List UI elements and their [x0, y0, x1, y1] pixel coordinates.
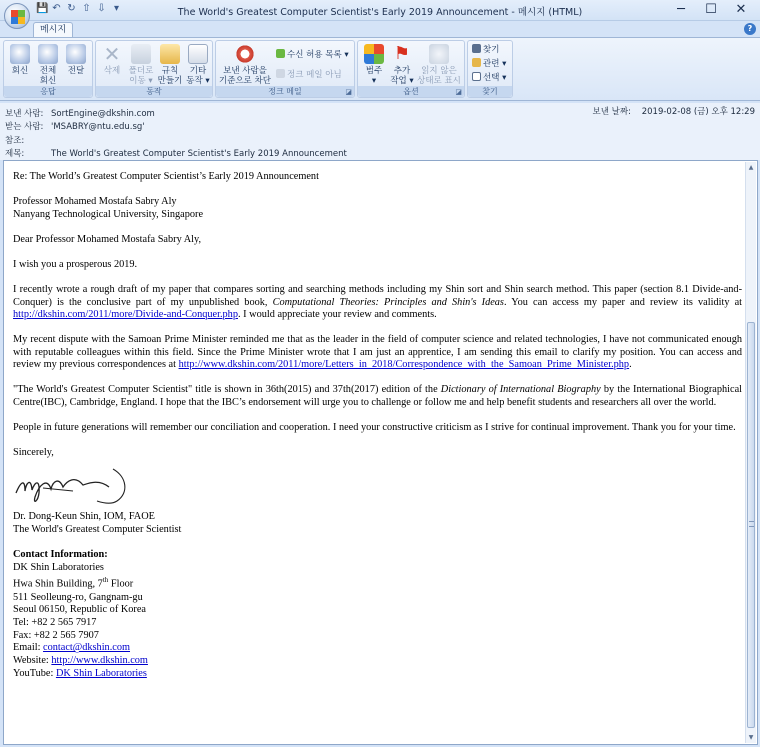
city: Seoul 06150, Republic of Korea — [13, 604, 146, 616]
reply-button[interactable] — [8, 44, 32, 76]
email-link[interactable]: contact@dkshin.com — [43, 642, 131, 654]
safe-senders-button[interactable] — [276, 49, 349, 61]
junk-launcher-icon[interactable]: ◪ — [345, 88, 352, 96]
find-button[interactable] — [472, 44, 499, 56]
p2-text-b: . — [629, 358, 632, 370]
group-actions — [95, 40, 213, 98]
signature-image — [13, 463, 133, 509]
options-launcher-icon[interactable]: ◪ — [455, 88, 462, 96]
block-sender-label-2: 기준으로 차단 — [219, 76, 271, 86]
group-label-find: 찾기 — [468, 86, 512, 97]
group-label-respond: 응답 — [4, 86, 92, 97]
categorize-label-1: 범주 — [365, 66, 383, 76]
scroll-up-icon[interactable]: ▲ — [748, 164, 754, 171]
email-label: Email: — [13, 642, 44, 654]
sent-label: 보낸 날짜: — [592, 107, 631, 117]
to-row — [5, 120, 145, 133]
find-label: 찾기 — [483, 45, 500, 55]
follow-up-label-2: 작업 ▾ — [390, 76, 414, 86]
from-label: 보낸 사람: — [5, 109, 44, 119]
move-label-2: 이동 ▾ — [129, 76, 153, 86]
ribbon-tab-row — [0, 21, 760, 37]
reply-label: 회신 — [11, 66, 29, 76]
categorize-icon — [364, 44, 384, 64]
rules-label-1: 규칙 — [161, 66, 179, 76]
p3-text-b: by the International Biographical Centre(IBC), Cambridge, England. I hope that the IBC’s endorsement will urge you to challenge or follow me and help benefit students and researchers all over the world. — [13, 384, 742, 408]
block-sender-label-1: 보낸 사람을 — [223, 66, 267, 76]
delete-icon: ✕ — [103, 42, 121, 66]
move-folder-icon — [131, 44, 151, 64]
customize-qat-icon[interactable]: ▾ — [113, 3, 120, 14]
paragraph-3 — [13, 384, 742, 409]
select-button[interactable] — [472, 72, 506, 84]
sent-date — [593, 105, 756, 117]
addressee-block — [13, 196, 742, 221]
paragraph-1 — [13, 284, 742, 321]
move-label-1: 폴더로 — [128, 66, 154, 76]
reply-all-label-2: 회신 — [39, 76, 57, 86]
website-label: Website: — [13, 655, 52, 667]
wish-line: I wish you a prosperous 2019. — [13, 259, 138, 271]
book-title: Computational Theories: Principles and Shin's Ideas — [272, 296, 504, 308]
reply-icon — [10, 44, 30, 64]
save-icon[interactable]: 💾 — [36, 3, 49, 14]
rules-label-2: 만들기 — [157, 76, 183, 86]
office-logo-part — [18, 17, 25, 24]
office-button[interactable] — [4, 3, 30, 29]
youtube-row — [13, 668, 742, 681]
tel: Tel: +82 2 565 7917 — [13, 616, 97, 628]
follow-up-button[interactable] — [388, 44, 416, 86]
close-icon[interactable]: ✕ — [735, 2, 747, 17]
from-value[interactable]: SortEngine@dkshin.com — [51, 109, 155, 119]
org-name: DK Shin Laboratories — [13, 561, 104, 573]
group-find — [467, 40, 513, 98]
youtube-label: YouTube: — [13, 667, 56, 679]
closing: Sincerely, — [13, 447, 54, 459]
block-sender-button[interactable] — [219, 44, 271, 86]
building-text: Hwa Shin Building, 7 — [13, 578, 103, 590]
building-floor: Floor — [108, 578, 134, 590]
not-junk-icon — [276, 69, 285, 78]
p2-text-a: My recent dispute with the Samoan Prime Minister reminded me that as the leader in the field of computer science and related technologies, I have not communicated enough with reputable colleagues within this field. Since the Prime Minister wrote that I am just an apprentice, I am sending this email to clarify my position. You can access and review my previous correspondences at — [13, 334, 742, 370]
ribbon — [0, 37, 760, 101]
rules-icon — [160, 44, 180, 64]
subject-label: 제목: — [5, 149, 25, 159]
building-sup: th — [102, 576, 109, 585]
other-label-2: 동작 ▾ — [186, 76, 210, 86]
scroll-thumb[interactable] — [747, 322, 755, 728]
building — [13, 574, 742, 591]
tab-message[interactable]: 메시지 — [33, 22, 73, 37]
delete-button[interactable] — [99, 44, 125, 76]
p3-text-a: "The World's Greatest Computer Scientist" title is shown in 36th(2015) and 37th(2017) edition of the — [13, 384, 441, 396]
street: 511 Seolleung-ro, Gangnam-gu — [13, 591, 143, 603]
cc-label: 참조: — [5, 136, 25, 146]
contact-information — [13, 549, 742, 680]
office-logo-part — [18, 10, 25, 17]
group-label-actions: 동작 — [96, 86, 212, 97]
maximize-icon[interactable]: ☐ — [705, 2, 717, 17]
group-label-options: 옵션 — [358, 86, 464, 97]
select-label: 선택 ▾ — [483, 73, 507, 83]
paper-link[interactable]: http://dkshin.com/2011/more/Divide-and-Conquer.php — [13, 309, 238, 321]
binoculars-icon — [472, 44, 481, 53]
website-link[interactable]: http://www.dkshin.com — [51, 655, 148, 667]
from-row — [5, 107, 155, 120]
to-value[interactable]: 'MSABRY@ntu.edu.sg' — [51, 122, 145, 132]
message-body[interactable] — [3, 160, 758, 745]
website-row — [13, 655, 742, 668]
follow-up-label-1: 추가 — [393, 66, 411, 76]
related-icon — [472, 58, 481, 67]
not-junk-label: 정크 메일 아님 — [287, 70, 342, 80]
safe-list-icon — [276, 49, 285, 58]
reply-all-button[interactable] — [36, 44, 60, 86]
related-label: 관련 ▾ — [483, 59, 507, 69]
reply-all-icon — [38, 44, 58, 64]
p1-text-c: . I would appreciate your review and comments. — [237, 309, 437, 321]
subject-value: The World's Greatest Computer Scientist's Early 2019 Announcement — [51, 149, 347, 159]
group-label-junk: 정크 메일 — [216, 86, 354, 97]
window-controls — [666, 0, 756, 20]
forward-button[interactable] — [64, 44, 88, 76]
safe-senders-label: 수신 허용 목록 ▾ — [287, 50, 349, 60]
email-row — [13, 642, 742, 655]
fax: Fax: +82 2 565 7907 — [13, 629, 99, 641]
youtube-link[interactable]: DK Shin Laboratories — [55, 667, 147, 679]
reply-all-label-1: 전체 — [39, 66, 57, 76]
forward-label: 전달 — [67, 66, 85, 76]
next-item-icon[interactable]: ⇩ — [97, 3, 106, 14]
scroll-down-icon[interactable]: ▼ — [748, 734, 754, 741]
other-actions-button[interactable] — [184, 44, 212, 86]
help-icon[interactable]: ? — [744, 23, 756, 35]
grip-icon — [749, 521, 754, 527]
window-title: The World's Greatest Computer Scientist's Early 2019 Announcement - 메시지 (HTML) — [177, 7, 583, 18]
subject-row — [5, 147, 347, 160]
sender-block — [13, 511, 742, 536]
p1-text-a: I recently wrote a rough draft of my paper that compares sorting and searching methods including my Shin sort and Shin search method. This paper (section 8.1 Divide-and-Conquer) is the conclusive part of my unpublished book, — [13, 284, 742, 308]
office-logo-icon — [11, 10, 18, 17]
group-options — [357, 40, 465, 98]
vertical-scrollbar[interactable] — [745, 162, 756, 743]
other-label-1: 기타 — [189, 66, 207, 76]
group-junk-mail — [215, 40, 355, 98]
addressee-affiliation: Nanyang Technological University, Singapore — [13, 208, 204, 220]
to-label: 받는 사람: — [5, 122, 44, 132]
cursor-icon — [472, 72, 481, 81]
minimize-icon[interactable]: ─ — [677, 2, 685, 17]
email-content — [13, 171, 742, 681]
mark-unread-label-1: 읽지 않은 — [421, 66, 457, 76]
categorize-button[interactable] — [361, 44, 387, 86]
office-logo-part — [11, 17, 18, 24]
mark-unread-label-2: 상태로 표시 — [417, 76, 461, 86]
block-sender-icon — [235, 44, 255, 64]
cc-row — [5, 134, 51, 147]
contact-heading: Contact Information: — [13, 549, 108, 561]
previous-item-icon[interactable]: ⇧ — [82, 3, 91, 14]
categorize-label-2: ▾ — [371, 76, 377, 86]
paragraph-4: People in future generations will remember our conciliation and cooperation. I need your constructive criticism as I strive for continual improvement. Thank you for your time. — [13, 421, 736, 433]
addressee-name: Professor Mohamed Mostafa Sabry Aly — [13, 196, 177, 208]
create-rule-button[interactable] — [156, 44, 184, 86]
paragraph-2 — [13, 334, 742, 371]
flag-icon: ⚑ — [393, 43, 411, 64]
p1-text-b: . You can access my paper and review its validity at — [503, 296, 743, 308]
other-actions-icon — [188, 44, 208, 64]
sender-title: The World's Greatest Computer Scientist — [13, 523, 182, 535]
mark-unread-button[interactable] — [416, 44, 462, 86]
group-respond — [3, 40, 93, 98]
mark-unread-icon — [429, 44, 449, 64]
sender-name: Dr. Dong-Keun Shin, IOM, FAOE — [13, 511, 155, 523]
undo-icon[interactable]: ↶ — [52, 3, 61, 14]
re-line: Re: The World’s Greatest Computer Scientist’s Early 2019 Announcement — [13, 171, 319, 182]
delete-label: 삭제 — [103, 66, 121, 76]
correspondence-link[interactable]: http://www.dkshin.com/2011/more/Letters_in_2018/Correspondence_with_the_Samoan_Prime_Minister.php — [178, 358, 630, 370]
move-to-folder-button[interactable] — [126, 44, 156, 86]
title-bar — [0, 0, 760, 21]
not-junk-button[interactable] — [276, 69, 342, 81]
greeting: Dear Professor Mohamed Mostafa Sabry Aly, — [13, 233, 202, 245]
sent-value: 2019-02-08 (금) 오후 12:29 — [641, 107, 755, 117]
dictionary-title: Dictionary of International Biography — [440, 384, 601, 396]
forward-icon — [66, 44, 86, 64]
redo-icon[interactable]: ↻ — [67, 3, 76, 14]
related-button[interactable] — [472, 58, 506, 70]
